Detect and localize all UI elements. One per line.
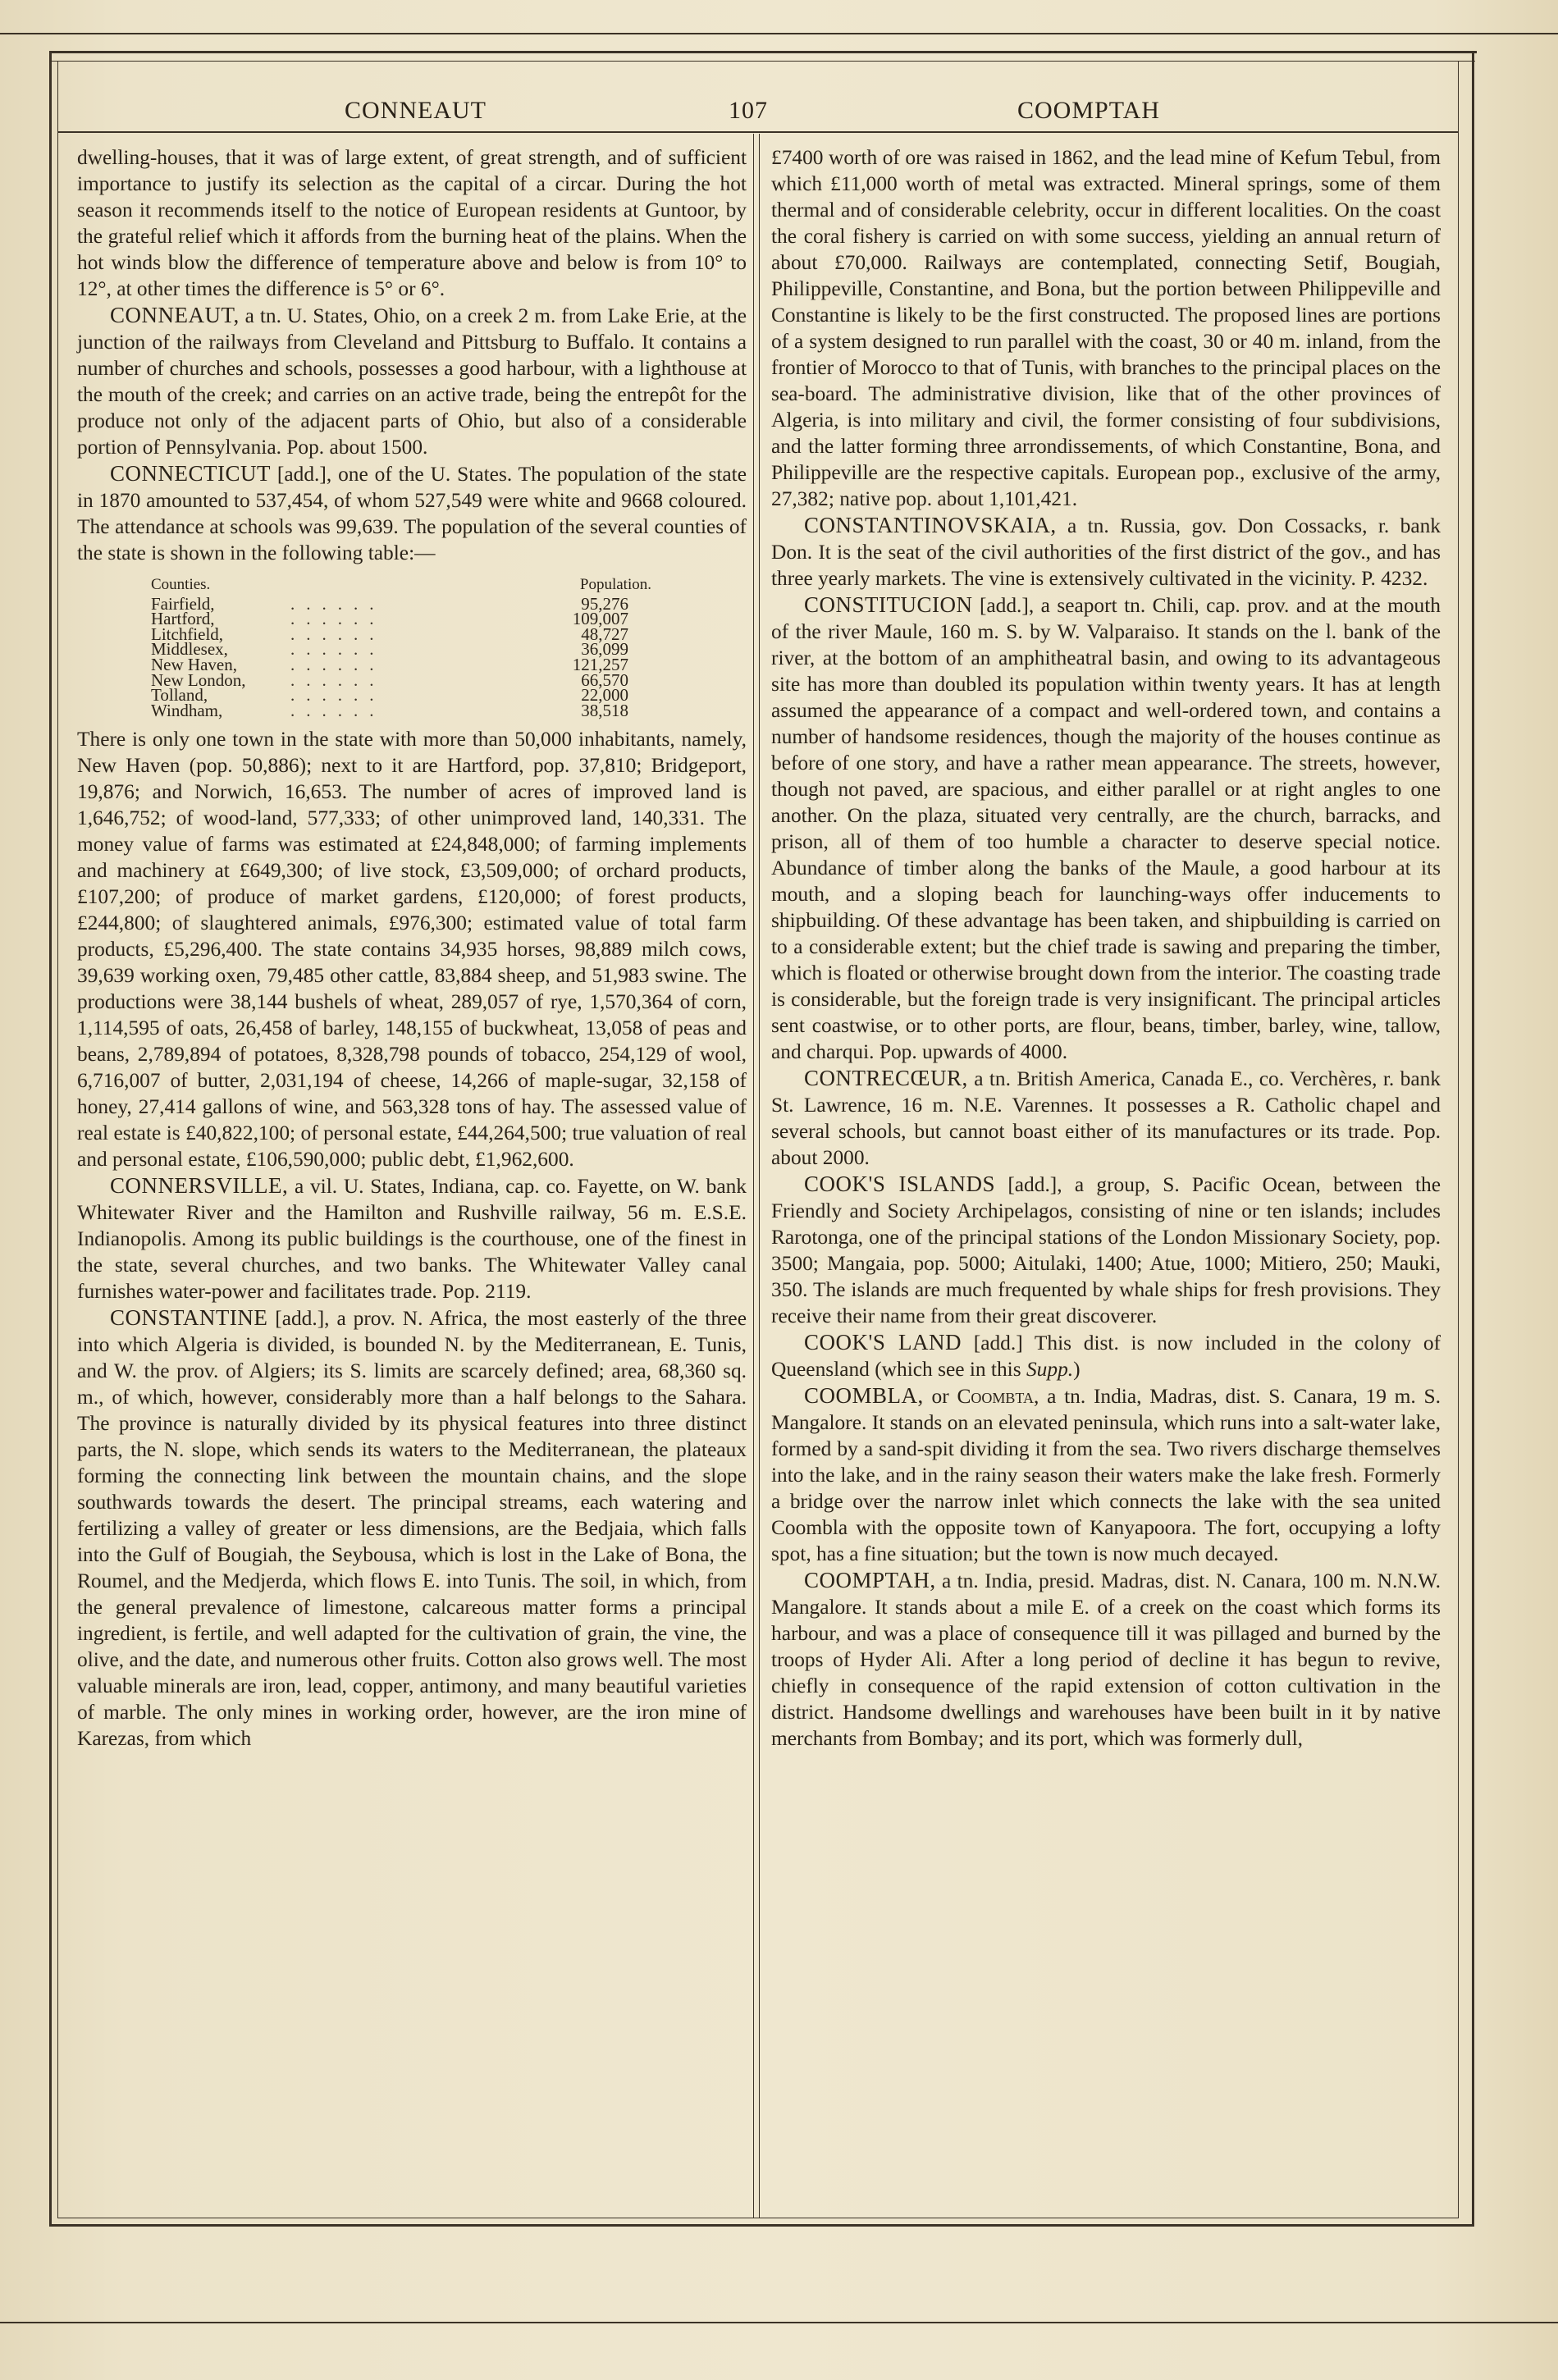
- headword-connersville: CONNERSVILLE,: [110, 1173, 289, 1199]
- top-inner-rule: [49, 51, 1477, 53]
- left-column: [77, 144, 747, 1752]
- left-inner-border: [57, 61, 58, 2218]
- headword-contrecoeur: CONTRECŒUR,: [804, 1066, 968, 1090]
- paragraph-intro: dwelling-houses, that it was of large extent, of great strength, and of sufficient importance to justify its selection as the capital of a circar. During the hot season it recommends itself to the notice of European residents at Guntoor, by the grateful relief which it affords from the burning heat of the plains. When the hot winds blow the difference of temperature above and below is from 10° to 12°, at other times the difference is 5° or 6°.: [77, 146, 747, 300]
- paragraph-constantine-continued: £7400 worth of ore was raised in 1862, and the lead mine of Kefum Tebul, from which £11,000 worth of metal was extracted. Mineral springs, some of them thermal and of considerable celebrity, occur in different localities. On the coast the coral fishery is carried on with some success, yielding an annual return of about £70,000. Railways are contemplated, connecting Setif, Bougiah, Philippeville, Constantine, and Bona, but the portion between Philippeville and Constantine is likely to be the first constructed. The proposed lines are portions of a system designed to run parallel with the coast, 30 or 40 m. inland, from the frontier of Morocco to that of Tunis, with branches to the principal places on the sea-board. The administrative division, like that of the other provinces of Algeria, is into military and civil, the former consisting of four subdivisions, and the latter forming three arrondissements, of which Constantine, Bona, and Philippeville are the respective capitals. European pop., exclusive of the army, 27,382; native pop. about 1,101,421.: [771, 146, 1441, 510]
- top-thin-rule: [51, 61, 1475, 62]
- headword-conneaut: CONNEAUT,: [110, 303, 240, 327]
- headword-coomptah: COOMPTAH,: [804, 1568, 936, 1592]
- top-outer-rule: [0, 33, 1558, 34]
- table-header-population: Population.: [579, 576, 651, 593]
- alt-name-coombta: Coombta,: [957, 1385, 1039, 1408]
- entry-constitucion: CONSTITUCION [add.], a seaport tn. Chili, cap. prov. and at the mouth of the river Maule, 160 m. S. by W. Valparaiso. It stands on the l. bank of the river, at the bottom of an amphitheatral basin, and owing to its advantageous site has more than doubled its population within twenty years. It has at length assumed the appearance of a compact and well-ordered town, and contains a number of handsome residences, though the majority of the houses continue as before of one story, and have a rather mean appearance. The streets, however, though not paved, are spacious, and either parallel or at right angles to one another. On the plaza, situated very centrally, are the church, barracks, and prison, all of them of too humble a character to deserve special notice. Abundance of timber along the banks of the Maule, a good harbour at its mouth, and a sloping beach for launching-ways offer inducements to shipbuilding. Of these advantage has been taken, and shipbuilding is carried on to a considerable extent; but the chief trade is sawing and preparing the timber, which is floated or otherwise brought down from the interior. The coasting trade is considerable, but the foreign trade is very insignificant. The principal articles sent coastwise, or to other ports, are flour, beans, timber, barley, wine, tallow, and charqui. Pop. upwards of 4000.: [771, 592, 1441, 1063]
- column-divider-left: [753, 134, 754, 2218]
- column-divider-right: [759, 134, 760, 2218]
- headword-cooks-land: COOK'S LAND: [804, 1330, 962, 1354]
- entry-constantine: CONSTANTINE [add.], a prov. N. Africa, the most easterly of the three into which Algeria is divided, is bounded N. by the Mediterranean, E. Tunis, and W. the prov. of Algiers; its S. limits are scarcely defined; area, 68,360 sq. m., of which, however, considerably more than a half belongs to the Sahara. The province is naturally divided by its physical features into three distinct parts, the N. slope, which sends its waters to the Mediterranean, the plateaux forming the connecting link between the mountain chains, and the slope southwards towards the desert. The principal streams, each watering and fertilizing a valley of greater or less dimensions, are the Bedjaia, which falls into the Gulf of Bougiah, the Seybousa, which is lost in the Lake of Bona, the Roumel, and the Medjerda, which flows E. into Tunis. The soil, in which, from the general prevalence of limestone, calcareous matter forms a principal ingredient, is fertile, and well adapted for the cultivation of grain, the vine, the olive, and the date, and numerous other fruits. Cotton also grows well. The most valuable minerals are iron, lead, copper, antimony, and many beautiful varieties of marble. The only mines in working order, however, are the iron mine of Karezas, from which: [77, 1305, 747, 1751]
- entry-cooks-land: COOK'S LAND [add.] This dist. is now included in the colony of Queensland (which see in this Supp.): [771, 1330, 1441, 1381]
- entry-conneaut: CONNEAUT, a tn. U. States, Ohio, on a creek 2 m. from Lake Erie, at the junction of the railways from Cleveland and Pittsburg to Buffalo. It contains a number of churches and schools, possesses a good harbour, with a lighthouse at the mouth of the creek; and carries on an active trade, being the entrepôt for the produce not only of the adjacent parts of Ohio, but also of a considerable portion of Pennsylvania. Pop. about 1500.: [77, 303, 747, 459]
- right-column: [771, 144, 1441, 1752]
- right-outer-border: [1472, 51, 1474, 2225]
- headword-constantinovskaia: CONSTANTINOVSKAIA,: [804, 513, 1057, 537]
- table-row: Windham, ...... 38,518: [151, 700, 628, 720]
- table-row: Tolland, ...... 22,000: [151, 685, 628, 706]
- table-row: New London, ...... 66,570: [151, 669, 628, 690]
- headword-cooks-islands: COOK'S ISLANDS: [804, 1172, 996, 1196]
- entry-coombla: COOMBLA, or Coombta, a tn. India, Madras, dist. S. Canara, 19 m. S. Mangalore. It stands on an elevated peninsula, which runs into a salt-water lake, formed by a sand-spit dividing it from the sea. Two rivers discharge themselves into the lake, and in the rainy season their waters make the lake fresh. Formerly a bridge over the narrow inlet which connects the lake with the sea united Coombla with the opposite town of Kanyapoora. The fort, occupying a lofty spot, has a fine situation; but the town is now much decayed.: [771, 1383, 1441, 1565]
- table-header-counties: Counties.: [151, 576, 211, 593]
- county-population-table: [151, 578, 676, 718]
- right-inner-border: [1458, 61, 1459, 2218]
- entry-contrecoeur: CONTRECŒUR, a tn. British America, Canada E., co. Verchères, r. bank St. Lawrence, 16 m. N.E. Varennes. It possesses a R. Catholic chapel and several schools, but cannot boast either of its manufactures or its trade. Pop. about 2000.: [771, 1066, 1441, 1169]
- entry-constantinovskaia: CONSTANTINOVSKAIA, a tn. Russia, gov. Don Cossacks, r. bank Don. It is the seat of the civil authorities of the first district of the gov., and has three yearly markets. The vine is extensively cultivated in the vicinity. P. 4232.: [771, 513, 1441, 590]
- table-row: Hartford, ...... 109,007: [151, 609, 628, 629]
- table-row: Litchfield, ...... 48,727: [151, 624, 628, 644]
- entry-connecticut: CONNECTICUT [add.], one of the U. States. The population of the state in 1870 amounted to 537,454, of whom 527,549 were white and 9668 coloured. The attendance at schools was 99,639. The population of the several counties of the state is shown in the following table:—: [77, 461, 747, 564]
- running-head-right: COOMPTAH: [1017, 97, 1160, 124]
- headword-constantine: CONSTANTINE: [110, 1305, 268, 1331]
- headword-constitucion: CONSTITUCION: [804, 592, 973, 617]
- running-head-left: CONNEAUT: [345, 97, 487, 124]
- entry-connersville: CONNERSVILLE, a vil. U. States, Indiana, cap. co. Fayette, on W. bank Whitewater River and the Hamilton and Rushville railway, 56 m. E.S.E. Indianopolis. Among its public buildings is the courthouse, one of the finest in the state, several churches, and two banks. The Whitewater Valley canal furnishes water-power and facilitates trade. Pop. 2119.: [77, 1173, 747, 1304]
- header-underline: [58, 131, 1458, 133]
- paragraph-connecticut-statistics: There is only one town in the state with more than 50,000 inhabitants, namely, New Haven (pop. 50,886); next to it are Hartford, pop. 37,810; Bridgeport, 19,876; and Norwich, 16,653. The number of acres of improved land is 1,646,752; of wood-land, 577,333; of other unimproved land, 140,331. The money value of farms was estimated at £24,848,000; of farming implements and machinery at £649,300; of live stock, £3,509,000; of orchard products, £107,200; of produce of market gardens, £120,000; of forest products, £244,800; of slaughtered animals, £976,300; estimated value of total farm products, £5,296,400. The state contains 34,935 horses, 98,889 milch cows, 39,639 working oxen, 79,485 other cattle, 83,884 sheep, and 51,983 swine. The productions were 38,144 bushels of wheat, 289,057 of rye, 1,570,364 of corn, 1,114,595 of oats, 26,458 of barley, 148,155 of buckwheat, 13,058 of peas and beans, 2,789,894 of potatoes, 8,328,798 pounds of tobacco, 254,129 of wool, 6,716,007 of butter, 2,031,194 of cheese, 14,266 of maple-sugar, 32,158 of honey, 27,414 gallons of wine, and 563,328 tons of hay. The assessed value of real estate is £40,822,100; of personal estate, £44,264,500; true valuation of real and personal estate, £106,590,000; public debt, £1,962,600.: [77, 728, 747, 1172]
- entry-coomptah: COOMPTAH, a tn. India, presid. Madras, dist. N. Canara, 100 m. N.N.W. Mangalore. It stands about a mile E. of a creek on the coast which forms its harbour, and was a place of consequence till it was pillaged and burned by the troops of Hyder Ali. After a long period of decline it has begun to revive, chiefly in consequence of the rapid extension of cotton cultivation in the district. Handsome dwellings and warehouses have been built in it by native merchants from Bombay; and its port, which was formerly dull,: [771, 1568, 1441, 1750]
- page-number: 107: [729, 97, 768, 124]
- entry-cooks-islands: COOK'S ISLANDS [add.], a group, S. Pacific Ocean, between the Friendly and Society Archipelagos, consisting of nine or ten islands; includes Rarotonga, one of the principal stations of the London Missionary Society, pop. 3500; Mangaia, pop. 5000; Aitulaki, 1400; Atue, 1000; Mitiero, 250; Mauki, 350. The islands are much frequented by whale ships for fresh provisions. They receive their name from their great discoverer.: [771, 1172, 1441, 1327]
- page-bottom-rule: [0, 2322, 1558, 2323]
- table-row: Fairfield, ...... 95,276: [151, 593, 628, 614]
- headword-coombla: COOMBLA,: [804, 1383, 924, 1408]
- left-outer-border: [49, 51, 52, 2225]
- bottom-outer-rule: [49, 2224, 1474, 2227]
- headword-connecticut: CONNECTICUT: [110, 461, 271, 486]
- table-row: New Haven, ...... 121,257: [151, 654, 628, 674]
- supp-reference: Supp.: [1026, 1358, 1074, 1381]
- table-row: Middlesex, ...... 36,099: [151, 639, 628, 660]
